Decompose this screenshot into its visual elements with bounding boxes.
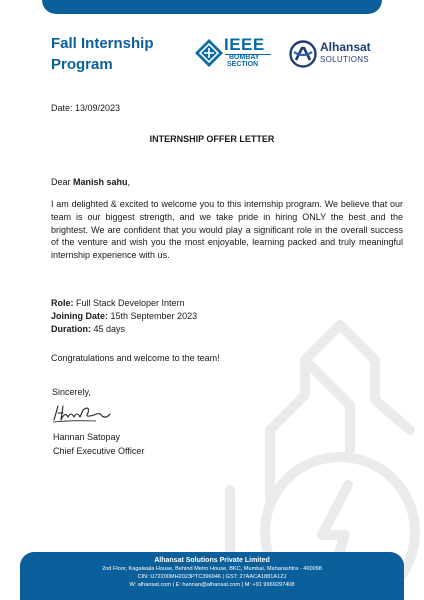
role-value: Full Stack Developer Intern: [73, 298, 185, 308]
ieee-wordmark: IEEE: [224, 35, 265, 54]
letter-heading: INTERNSHIP OFFER LETTER: [149, 134, 275, 144]
footer-address: 2nd Floor, Kagalwala House, Behind Metro House, BKC, Mumbai, Maharashtra - 400098: [102, 566, 322, 572]
alhansat-wordmark: Alhansat: [320, 40, 371, 54]
signature-image: [52, 402, 112, 424]
program-title-line2: Program: [51, 56, 113, 73]
role-label: Role:: [51, 298, 74, 308]
duration-line: [51, 323, 125, 335]
alhansat-logo: [287, 38, 387, 70]
ieee-sub-line2: SECTION: [227, 61, 259, 68]
footer-bar: [20, 552, 404, 600]
letter-body: I am delighted & excited to welcome you to this internship program. We believe that our team is our biggest strength, and we take pride in hiring ONLY the best and the brightest. We are confident that you would play a significant role in the overall success of the venture and wish you the most enjoyable, learning packed and truly meaningful internship experience with us.: [51, 199, 403, 261]
joining-date-label: Joining Date:: [51, 311, 109, 321]
footer-contact: W: alhansat.com | E: hannan@alhansat.com | M: +91 9969297408: [129, 582, 295, 588]
signatory-name: Hannan Satopay: [53, 432, 121, 442]
recipient-name: Manish sahu: [73, 177, 128, 187]
footer-company: Alhansat Solutions Private Limited: [154, 557, 270, 564]
ieee-sub-line1: BOMBAY: [229, 54, 260, 61]
top-banner-bar: [42, 0, 382, 14]
duration-label: Duration:: [51, 324, 91, 334]
greeting-suffix: ,: [127, 177, 131, 187]
joining-date-line: [51, 310, 197, 322]
joining-date-value: 15th September 2023: [108, 311, 198, 321]
closing-line: Congratulations and welcome to the team!: [51, 353, 220, 363]
ieee-diamond-icon: [195, 39, 223, 67]
signoff: Sincerely,: [52, 387, 91, 397]
program-title-line1: Fall Internship: [51, 35, 154, 52]
alhansat-subtitle: SOLUTIONS: [320, 55, 369, 64]
alhansat-knot-icon: [289, 40, 317, 68]
role-line: [51, 297, 185, 309]
greeting-prefix: Dear: [51, 177, 74, 187]
ieee-bombay-section-logo: [195, 37, 275, 71]
greeting: [51, 176, 130, 188]
footer-ids: CIN: U72200MH2023PTC396946 | GST: 27AACA1881A1ZJ: [137, 574, 287, 580]
signatory-title: Chief Executive Officer: [53, 446, 145, 456]
program-title: [51, 33, 201, 75]
letter-date: Date: 13/09/2023: [51, 103, 121, 113]
duration-value: 45 days: [91, 324, 126, 334]
